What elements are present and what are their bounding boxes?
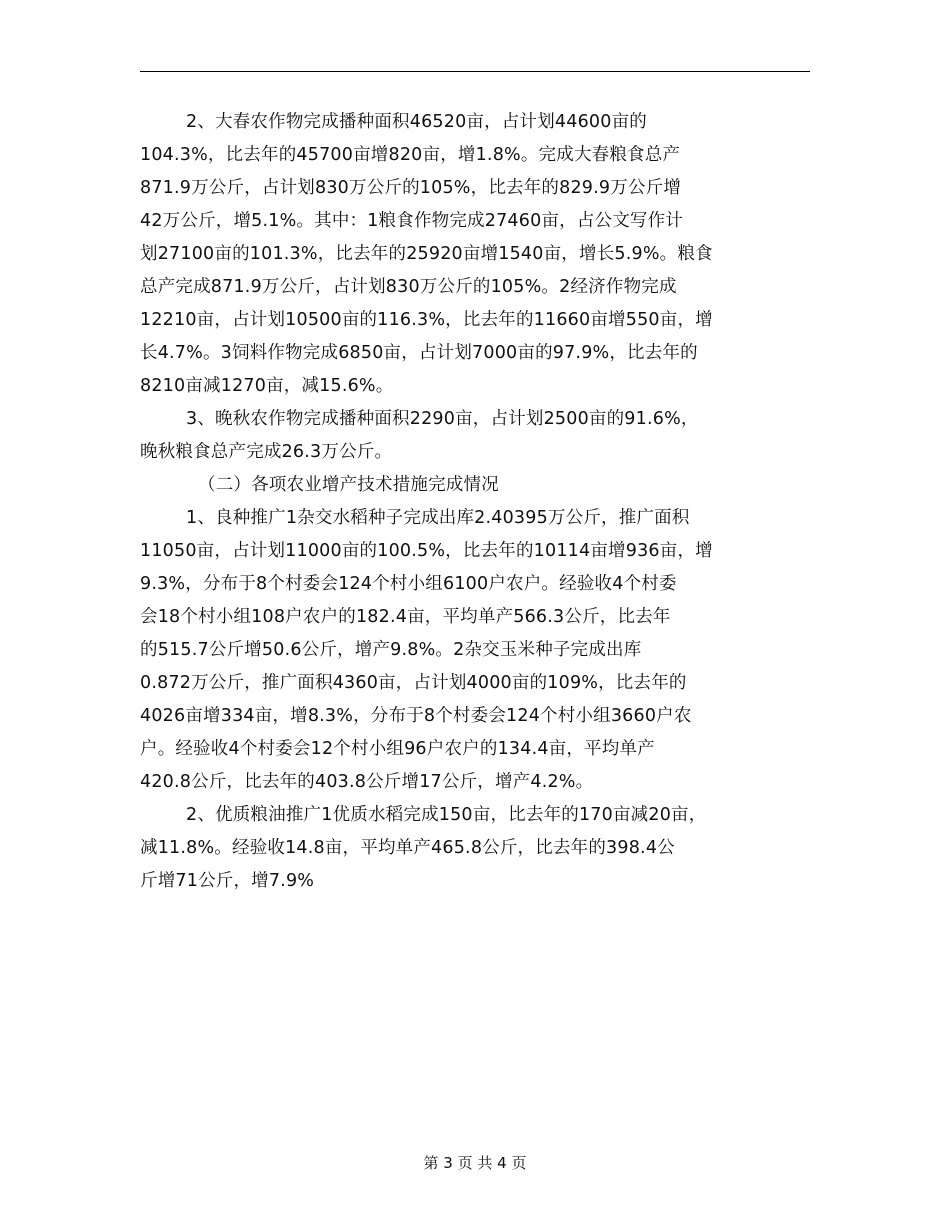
paragraph-line: 划27100亩的101.3%，比去年的25920亩增1540亩，增长5.9%。粮食 — [140, 244, 713, 264]
paragraph-line: 12210亩，占计划10500亩的116.3%，比去年的11660亩增550亩，增 — [140, 310, 713, 330]
paragraph-line: 户。经验收4个村委会12个村小组96户农户的134.4亩，平均单产 — [140, 739, 655, 759]
paragraph-line: 的515.7公斤增50.6公斤，增产9.8%。2杂交玉米种子完成出库 — [140, 640, 642, 660]
paragraph-line: 0.872万公斤，推广面积4360亩，占计划4000亩的109%，比去年的 — [140, 673, 687, 693]
paragraph-line: 3、晚秋农作物完成播种面积2290亩，占计划2500亩的91.6%， — [186, 409, 699, 429]
paragraph-line: 4026亩增334亩，增8.3%，分布于8个村委会124个村小组3660户农 — [140, 706, 692, 726]
header-rule — [140, 71, 810, 72]
paragraph-line: 42万公斤，增5.1%。其中：1粮食作物完成27460亩，占公文写作计 — [140, 211, 684, 231]
paragraph-line: 871.9万公斤，占计划830万公斤的105%，比去年的829.9万公斤增 — [140, 178, 682, 198]
paragraph-line: 斤增71公斤，增7.9% — [140, 871, 315, 891]
paragraph-line: 104.3%，比去年的45700亩增820亩，增1.8%。完成大春粮食总产 — [140, 145, 681, 165]
paragraph-line: 11050亩，占计划11000亩的100.5%，比去年的10114亩增936亩，增 — [140, 541, 713, 561]
paragraph-line: 2、大春农作物完成播种面积46520亩，占计划44600亩的 — [186, 112, 647, 132]
paragraph-line: 1、良种推广1杂交水稻种子完成出库2.40395万公斤，推广面积 — [186, 508, 690, 528]
paragraph-line: 长4.7%。3饲料作物完成6850亩，占计划7000亩的97.9%，比去年的 — [140, 343, 698, 363]
paragraph-line: 减11.8%。经验收14.8亩，平均单产465.8公斤，比去年的398.4公 — [140, 838, 675, 858]
paragraph-line: 420.8公斤，比去年的403.8公斤增17公斤，增产4.2%。 — [140, 772, 594, 792]
document-body — [140, 106, 810, 898]
paragraph-line: 9.3%，分布于8个村委会124个村小组6100户农户。经验收4个村委 — [140, 574, 677, 594]
paragraph-line: 2、优质粮油推广1优质水稻完成150亩，比去年的170亩减20亩， — [186, 805, 707, 825]
page-number: 第 3 页 共 4 页 — [423, 1154, 527, 1172]
section-heading: （二）各项农业增产技术措施完成情况 — [198, 475, 499, 495]
paragraph-line: 会18个村小组108户农户的182.4亩，平均单产566.3公斤，比去年 — [140, 607, 671, 627]
paragraph-line: 总产完成871.9万公斤，占计划830万公斤的105%。2经济作物完成 — [140, 277, 677, 297]
paragraph-line: 8210亩减1270亩，减15.6%。 — [140, 376, 394, 396]
paragraph-line: 晚秋粮食总产完成26.3万公斤。 — [140, 442, 393, 462]
